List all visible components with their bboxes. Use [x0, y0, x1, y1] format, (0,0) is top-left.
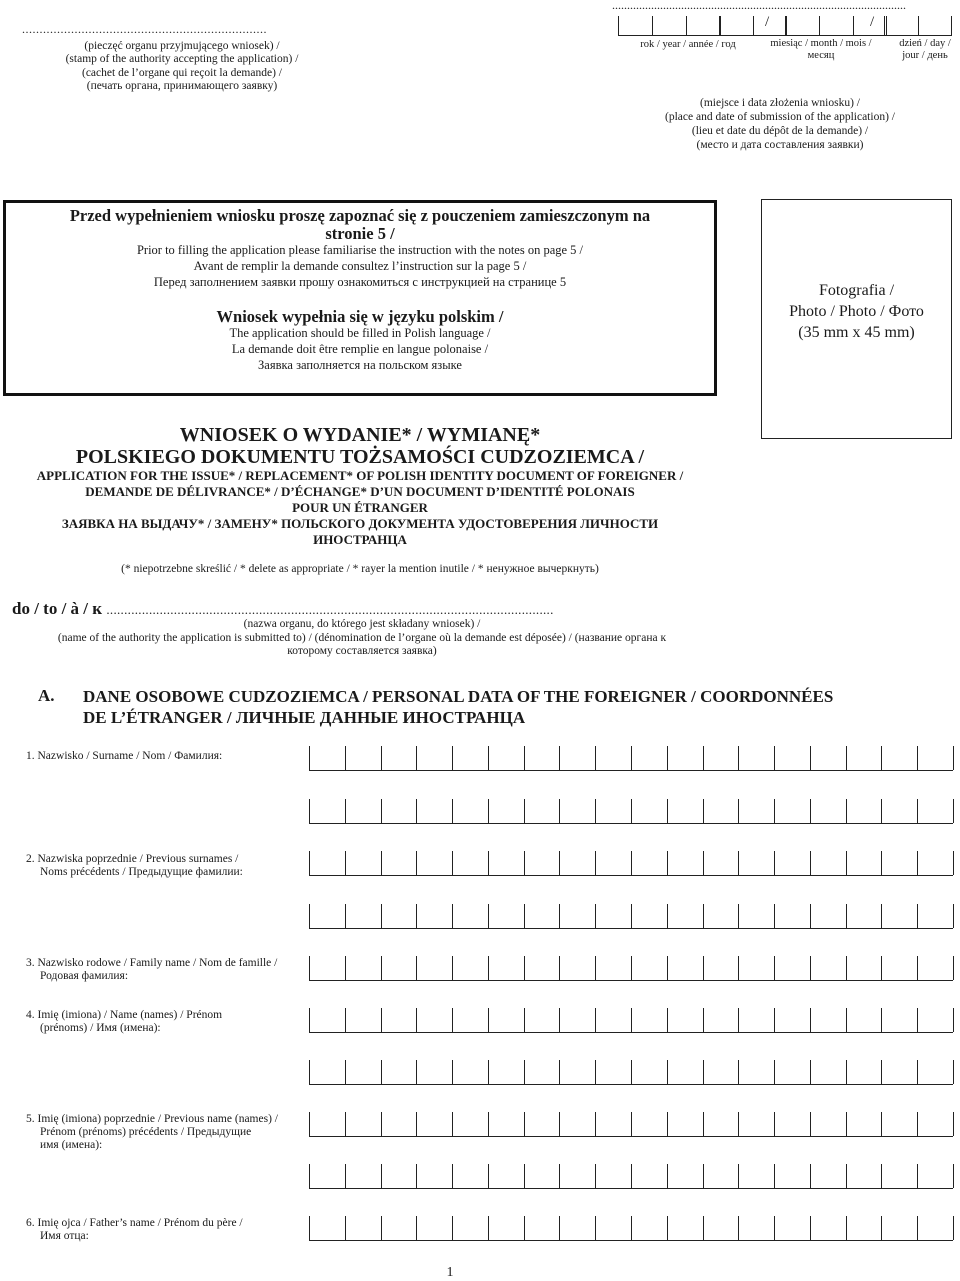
- character-box[interactable]: [668, 1216, 704, 1240]
- photo-label: Fotografia /: [818, 282, 895, 299]
- character-box[interactable]: [310, 956, 346, 980]
- notice-line: Перед заполнением заявки прошу ознакомиться с инструкцией на странице 5: [153, 274, 567, 289]
- character-box[interactable]: [775, 746, 811, 770]
- character-box[interactable]: [417, 851, 453, 875]
- field-label-line: Prénom (prénoms) précédents / Предыдущие: [40, 1126, 252, 1138]
- character-box[interactable]: [453, 799, 489, 823]
- notice-heading: Przed wypełnieniem wniosku proszę zapoznać się z pouczeniem zamieszczonym na stronie 5 /: [69, 206, 651, 243]
- character-box[interactable]: [739, 1164, 775, 1188]
- character-box[interactable]: [739, 904, 775, 928]
- character-box[interactable]: [704, 1008, 740, 1032]
- character-box-row[interactable]: [309, 1216, 953, 1241]
- character-box[interactable]: [382, 851, 418, 875]
- character-box[interactable]: [525, 851, 561, 875]
- character-box[interactable]: [632, 799, 668, 823]
- character-box[interactable]: [489, 746, 525, 770]
- character-box[interactable]: [704, 799, 740, 823]
- character-box[interactable]: [346, 956, 382, 980]
- character-box[interactable]: [596, 799, 632, 823]
- character-box[interactable]: [775, 1112, 811, 1136]
- place-caption-line: (miejsce i data złożenia wniosku) /: [700, 97, 860, 109]
- character-box[interactable]: [310, 1216, 346, 1240]
- place-caption-line: (место и дата составления заявки): [696, 139, 864, 151]
- character-box[interactable]: [310, 1164, 346, 1188]
- character-box[interactable]: [668, 904, 704, 928]
- character-box[interactable]: [847, 1060, 883, 1084]
- character-box[interactable]: [775, 1216, 811, 1240]
- title-line: POLSKIEGO DOKUMENTU TOŻSAMOŚCI CUDZOZIEMCA /: [75, 446, 645, 468]
- character-box[interactable]: [668, 851, 704, 875]
- character-box[interactable]: [596, 1112, 632, 1136]
- character-box[interactable]: [918, 956, 954, 980]
- character-box[interactable]: [417, 799, 453, 823]
- character-box[interactable]: [310, 1008, 346, 1032]
- character-box[interactable]: [346, 1060, 382, 1084]
- character-box[interactable]: [346, 851, 382, 875]
- character-box[interactable]: [918, 1008, 954, 1032]
- character-box[interactable]: [847, 1008, 883, 1032]
- character-box[interactable]: [632, 1164, 668, 1188]
- character-box[interactable]: [882, 904, 918, 928]
- character-box[interactable]: [596, 1060, 632, 1084]
- character-box[interactable]: [739, 851, 775, 875]
- character-box[interactable]: [882, 799, 918, 823]
- character-box[interactable]: [775, 851, 811, 875]
- character-box[interactable]: [489, 1112, 525, 1136]
- character-box[interactable]: [382, 1008, 418, 1032]
- character-box[interactable]: [560, 1008, 596, 1032]
- stamp-dotted-line: ......................................................................: [22, 22, 267, 36]
- field-label-line: Имя отца:: [40, 1230, 89, 1242]
- photo-size: (35 mm x 45 mm): [798, 324, 915, 341]
- character-box[interactable]: [882, 956, 918, 980]
- character-box-row[interactable]: [309, 1060, 953, 1085]
- character-box[interactable]: [560, 956, 596, 980]
- character-box[interactable]: [882, 746, 918, 770]
- family-name-label: [26, 957, 277, 983]
- date-digit-box[interactable]: [652, 16, 686, 36]
- character-box[interactable]: [346, 1112, 382, 1136]
- section-title-line: DANE OSOBOWE CUDZOZIEMCA / PERSONAL DATA OF THE FOREIGNER / COORDONNÉES: [83, 687, 834, 706]
- character-box[interactable]: [775, 1164, 811, 1188]
- character-box[interactable]: [453, 1216, 489, 1240]
- character-box[interactable]: [310, 746, 346, 770]
- character-box[interactable]: [489, 1164, 525, 1188]
- character-box[interactable]: [346, 1164, 382, 1188]
- character-box[interactable]: [775, 956, 811, 980]
- character-box-row[interactable]: [309, 956, 953, 981]
- character-box-row[interactable]: [309, 1112, 953, 1137]
- character-box[interactable]: [489, 1216, 525, 1240]
- character-box[interactable]: [382, 956, 418, 980]
- character-box[interactable]: [453, 746, 489, 770]
- character-box[interactable]: [811, 1060, 847, 1084]
- character-box[interactable]: [382, 1216, 418, 1240]
- stamp-caption: [22, 40, 342, 93]
- character-box[interactable]: [918, 1164, 954, 1188]
- character-box[interactable]: [382, 799, 418, 823]
- character-box[interactable]: [811, 851, 847, 875]
- date-digit-box[interactable]: [686, 16, 720, 36]
- character-box[interactable]: [882, 1008, 918, 1032]
- character-box[interactable]: [596, 1008, 632, 1032]
- character-box[interactable]: [489, 1008, 525, 1032]
- title-line: POUR UN ÉTRANGER: [292, 500, 428, 515]
- character-box[interactable]: [847, 1112, 883, 1136]
- character-box[interactable]: [811, 956, 847, 980]
- date-digit-box[interactable]: [753, 16, 787, 36]
- authority-caption-line: (name of the authority the application is submitted to) / (dénomination de l’organe où la demande est déposée) / (название органа к: [57, 631, 667, 644]
- date-digit-box[interactable]: [785, 16, 819, 36]
- character-box[interactable]: [525, 799, 561, 823]
- character-box[interactable]: [632, 1008, 668, 1032]
- stamp-caption-line: (cachet de l’organe qui reçoit la demande) /: [82, 66, 282, 79]
- character-box[interactable]: [739, 956, 775, 980]
- photo-box[interactable]: [761, 199, 952, 439]
- field-label-line: 5. Imię (imiona) poprzednie / Previous name (names) /: [26, 1113, 278, 1125]
- notice-language-heading: Wniosek wypełnia się w języku polskim /: [216, 307, 504, 327]
- character-box[interactable]: [525, 1164, 561, 1188]
- character-box[interactable]: [918, 799, 954, 823]
- title-line: DEMANDE DE DÉLIVRANCE* / D’ÉCHANGE* D’UN DOCUMENT D’IDENTITÉ POLONAIS: [85, 484, 635, 499]
- character-box[interactable]: [847, 956, 883, 980]
- character-box[interactable]: [525, 904, 561, 928]
- character-box[interactable]: [668, 1164, 704, 1188]
- date-digit-box[interactable]: [918, 16, 952, 36]
- character-box[interactable]: [596, 956, 632, 980]
- character-box[interactable]: [704, 746, 740, 770]
- character-box[interactable]: [525, 1060, 561, 1084]
- character-box[interactable]: [417, 904, 453, 928]
- character-box[interactable]: [918, 746, 954, 770]
- character-box[interactable]: [489, 956, 525, 980]
- date-digit-box[interactable]: [618, 16, 652, 36]
- character-box[interactable]: [811, 1112, 847, 1136]
- character-box[interactable]: [918, 1060, 954, 1084]
- authority-caption: [12, 618, 712, 659]
- stamp-caption-line: (печать органа, принимающего заявку): [86, 79, 278, 92]
- field-label-line: (prénoms) / Имя (имена):: [40, 1022, 161, 1034]
- date-separator: /: [870, 14, 875, 30]
- character-box[interactable]: [704, 904, 740, 928]
- character-box[interactable]: [525, 956, 561, 980]
- character-box[interactable]: [382, 1164, 418, 1188]
- character-box[interactable]: [847, 1216, 883, 1240]
- character-box[interactable]: [918, 851, 954, 875]
- character-box[interactable]: [453, 1112, 489, 1136]
- authority-prefix: do / to / à / к: [12, 599, 103, 618]
- character-box-row[interactable]: [309, 904, 953, 929]
- character-box[interactable]: [596, 746, 632, 770]
- notice-language-line: La demande doit être remplie en langue polonaise /: [231, 342, 489, 357]
- instruction-notice-box: [3, 200, 717, 396]
- authority-dotted-line: ..............................................................................................................................: [106, 602, 554, 617]
- title-line: ЗАЯВКА НА ВЫДАЧУ* / ЗАМЕНУ* ПОЛЬСКОГО ДОКУМЕНТА УДОСТОВЕРЕНИЯ ЛИЧНОСТИ: [61, 516, 659, 531]
- field-label-line: Родовая фамилия:: [40, 970, 129, 982]
- character-box[interactable]: [847, 904, 883, 928]
- character-box[interactable]: [668, 1008, 704, 1032]
- character-box[interactable]: [525, 1216, 561, 1240]
- character-box[interactable]: [525, 746, 561, 770]
- character-box[interactable]: [668, 746, 704, 770]
- character-box[interactable]: [346, 799, 382, 823]
- character-box-row[interactable]: [309, 851, 953, 876]
- character-box[interactable]: [632, 746, 668, 770]
- character-box[interactable]: [596, 851, 632, 875]
- character-box[interactable]: [882, 1060, 918, 1084]
- section-letter: A.: [38, 686, 55, 705]
- character-box[interactable]: [525, 1112, 561, 1136]
- character-box[interactable]: [668, 956, 704, 980]
- character-box[interactable]: [453, 851, 489, 875]
- character-box[interactable]: [739, 799, 775, 823]
- field-label-line: имя (имена):: [40, 1139, 103, 1151]
- previous-names-label: [26, 1113, 278, 1152]
- character-box[interactable]: [560, 1216, 596, 1240]
- character-box[interactable]: [382, 904, 418, 928]
- section-title: [83, 686, 943, 728]
- place-caption-line: (lieu et date du dépôt de la demande) /: [691, 125, 869, 137]
- place-date-caption: [600, 96, 960, 152]
- form-title: [0, 424, 720, 548]
- father-name-label: [26, 1217, 243, 1243]
- authority-caption-line: которому составляется заявка): [287, 645, 437, 657]
- character-box[interactable]: [739, 1216, 775, 1240]
- character-box[interactable]: [417, 1164, 453, 1188]
- stamp-caption-line: (stamp of the authority accepting the application) /: [65, 53, 299, 66]
- character-box[interactable]: [310, 851, 346, 875]
- character-box[interactable]: [811, 746, 847, 770]
- character-box[interactable]: [489, 1060, 525, 1084]
- place-caption-line: (place and date of submission of the application) /: [665, 111, 895, 123]
- character-box[interactable]: [704, 1164, 740, 1188]
- notice-line: Avant de remplir la demande consultez l’instruction sur la page 5 /: [193, 258, 527, 273]
- character-box[interactable]: [847, 851, 883, 875]
- delete-note: (* niepotrzebne skreślić / * delete as appropriate / * rayer la mention inutile / * ненужное вычеркнуть): [121, 563, 599, 575]
- character-box[interactable]: [882, 851, 918, 875]
- character-box[interactable]: [704, 1112, 740, 1136]
- character-box[interactable]: [560, 851, 596, 875]
- character-box[interactable]: [310, 799, 346, 823]
- character-box[interactable]: [560, 799, 596, 823]
- character-box[interactable]: [417, 1060, 453, 1084]
- character-box[interactable]: [918, 1112, 954, 1136]
- first-name-label: [26, 1009, 222, 1035]
- character-box[interactable]: [739, 1008, 775, 1032]
- character-box[interactable]: [310, 904, 346, 928]
- character-box[interactable]: [847, 746, 883, 770]
- character-box[interactable]: [811, 904, 847, 928]
- notice-language-line: The application should be filled in Polish language /: [229, 326, 491, 341]
- character-box[interactable]: [632, 1112, 668, 1136]
- field-label-line: 3. Nazwisko rodowe / Family name / Nom de famille /: [26, 957, 278, 969]
- authority-caption-line: (nazwa organu, do którego jest składany wniosek) /: [243, 618, 481, 630]
- character-box[interactable]: [632, 1216, 668, 1240]
- character-box[interactable]: [346, 1008, 382, 1032]
- title-line: WNIOSEK O WYDANIE* / WYMIANĘ*: [179, 424, 541, 446]
- character-box[interactable]: [417, 956, 453, 980]
- character-box[interactable]: [775, 904, 811, 928]
- character-box[interactable]: [632, 956, 668, 980]
- character-box[interactable]: [811, 1008, 847, 1032]
- character-box[interactable]: [310, 1112, 346, 1136]
- date-digit-box[interactable]: [719, 16, 753, 36]
- character-box[interactable]: [918, 904, 954, 928]
- character-box[interactable]: [525, 1008, 561, 1032]
- character-box[interactable]: [489, 799, 525, 823]
- character-box[interactable]: [882, 1164, 918, 1188]
- character-box[interactable]: [847, 1164, 883, 1188]
- field-label-line: 2. Nazwiska poprzednie / Previous surnames /: [26, 853, 239, 865]
- field-label-line: 4. Imię (imiona) / Name (names) / Prénom: [26, 1009, 223, 1021]
- character-box[interactable]: [775, 799, 811, 823]
- date-digit-box[interactable]: [819, 16, 853, 36]
- date-digit-box[interactable]: [884, 16, 918, 36]
- character-box-row[interactable]: [309, 1008, 953, 1033]
- character-box[interactable]: [704, 1060, 740, 1084]
- character-box[interactable]: [811, 1164, 847, 1188]
- character-box[interactable]: [560, 1164, 596, 1188]
- page-number: 1: [446, 1265, 454, 1280]
- character-box-row[interactable]: [309, 799, 953, 824]
- character-box[interactable]: [417, 1008, 453, 1032]
- title-line: APPLICATION FOR THE ISSUE* / REPLACEMENT* OF POLISH IDENTITY DOCUMENT OF FOREIGNER /: [36, 468, 684, 483]
- character-box[interactable]: [346, 904, 382, 928]
- character-box[interactable]: [417, 1112, 453, 1136]
- previous-surnames-label: [26, 853, 243, 879]
- authority-field[interactable]: [12, 599, 554, 619]
- month-label: miesiąc / month / mois / месяц: [770, 38, 872, 61]
- character-box[interactable]: [811, 799, 847, 823]
- character-box[interactable]: [918, 1216, 954, 1240]
- character-box[interactable]: [382, 1060, 418, 1084]
- character-box[interactable]: [847, 799, 883, 823]
- character-box[interactable]: [417, 1216, 453, 1240]
- character-box[interactable]: [632, 904, 668, 928]
- character-box[interactable]: [596, 904, 632, 928]
- notice-line: Prior to filling the application please familiarise the instruction with the notes on page 5 /: [136, 243, 584, 257]
- character-box[interactable]: [453, 904, 489, 928]
- character-box[interactable]: [668, 1060, 704, 1084]
- title-line: ИНОСТРАНЦА: [313, 532, 407, 547]
- character-box[interactable]: [739, 1112, 775, 1136]
- character-box-row[interactable]: [309, 746, 953, 771]
- year-label: rok / year / année / год: [640, 39, 736, 50]
- character-box[interactable]: [704, 851, 740, 875]
- character-box[interactable]: [453, 1164, 489, 1188]
- field-label-line: 6. Imię ojca / Father’s name / Prénom du père /: [26, 1217, 243, 1229]
- field-label-line: 1. Nazwisko / Surname / Nom / Фамилия:: [26, 750, 223, 762]
- notice-language-line: Заявка заполняется на польском языке: [258, 357, 462, 372]
- character-box[interactable]: [382, 746, 418, 770]
- day-label: dzień / day / jour / день: [899, 38, 951, 61]
- character-box-row[interactable]: [309, 1164, 953, 1189]
- character-box[interactable]: [739, 746, 775, 770]
- character-box[interactable]: [596, 1216, 632, 1240]
- character-box[interactable]: [668, 799, 704, 823]
- character-box[interactable]: [632, 851, 668, 875]
- stamp-caption-line: (pieczęć organu przyjmującego wniosek) /: [84, 40, 280, 52]
- character-box[interactable]: [417, 746, 453, 770]
- character-box[interactable]: [560, 904, 596, 928]
- character-box[interactable]: [632, 1060, 668, 1084]
- character-box[interactable]: [453, 1060, 489, 1084]
- character-box[interactable]: [775, 1008, 811, 1032]
- character-box[interactable]: [882, 1112, 918, 1136]
- character-box[interactable]: [489, 851, 525, 875]
- character-box[interactable]: [811, 1216, 847, 1240]
- date-separator: /: [765, 14, 770, 30]
- character-box[interactable]: [739, 1060, 775, 1084]
- character-box[interactable]: [704, 1216, 740, 1240]
- section-title-line: DE L’ÉTRANGER / ЛИЧНЫЕ ДАННЫЕ ИНОСТРАНЦА: [83, 708, 526, 727]
- character-box[interactable]: [882, 1216, 918, 1240]
- surname-label: [26, 750, 222, 763]
- character-box[interactable]: [346, 746, 382, 770]
- character-box[interactable]: [775, 1060, 811, 1084]
- character-box[interactable]: [453, 956, 489, 980]
- character-box[interactable]: [596, 1164, 632, 1188]
- character-box[interactable]: [453, 1008, 489, 1032]
- field-label-line: Noms précédents / Предыдущие фамилии:: [40, 866, 243, 878]
- photo-label: Photo / Photo / Фото: [789, 303, 924, 320]
- character-box[interactable]: [560, 746, 596, 770]
- character-box[interactable]: [346, 1216, 382, 1240]
- character-box[interactable]: [668, 1112, 704, 1136]
- character-box[interactable]: [310, 1060, 346, 1084]
- character-box[interactable]: [382, 1112, 418, 1136]
- character-box[interactable]: [489, 904, 525, 928]
- character-box[interactable]: [560, 1112, 596, 1136]
- place-dotted-line: ..................................................................................................: [612, 0, 906, 12]
- character-box[interactable]: [560, 1060, 596, 1084]
- character-box[interactable]: [704, 956, 740, 980]
